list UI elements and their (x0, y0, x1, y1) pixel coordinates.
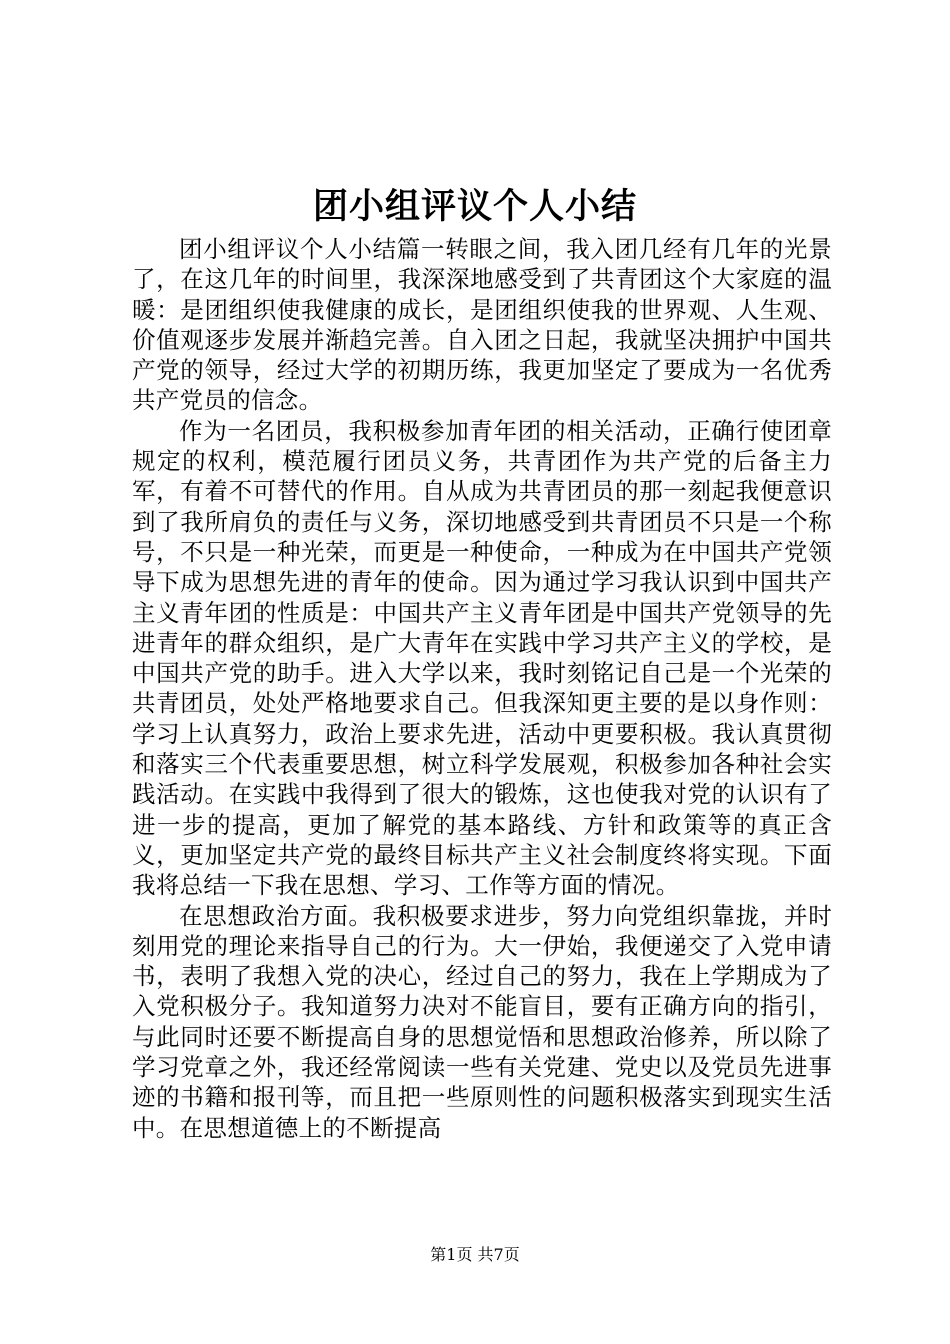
document-body (132, 234, 832, 1143)
paragraph-3: 在思想政治方面。我积极要求进步，努力向党组织靠拢，并时刻用党的理论来指导自己的行为。大一伊始，我便递交了入党申请书，表明了我想入党的决心，经过自己的努力，我在上学期成为了入党积极分子。我知道努力决对不能盲目，要有正确方向的指引，与此同时还要不断提高自身的思想觉悟和思想政治修养，所以除了学习党章之外，我还经常阅读一些有关党建、党史以及党员先进事迹的书籍和报刊等，而且把一些原则性的问题积极落实到现实生活中。在思想道德上的不断提高 (132, 901, 832, 1142)
document-title: 团小组评议个人小结 (312, 186, 637, 227)
paragraph-2: 作为一名团员，我积极参加青年团的相关活动，正确行使团章规定的权利，模范履行团员义务，共青团作为共产党的后备主力军，有着不可替代的作用。自从成为共青团员的那一刻起我便意识到了我所肩负的责任与义务，深切地感受到共青团员不只是一个称号，不只是一种光荣，而更是一种使命，一种成为在中国共产党领导下成为思想先进的青年的使命。因为通过学习我认识到中国共产主义青年团的性质是：中国共产主义青年团是中国共产党领导的先进青年的群众组织，是广大青年在实践中学习共产主义的学校，是中国共产党的助手。进入大学以来，我时刻铭记自己是一个光荣的共青团员，处处严格地要求自己。但我深知更主要的是以身作则：学习上认真努力，政治上要求先进，活动中更要积极。我认真贯彻和落实三个代表重要思想，树立科学发展观，积极参加各种社会实践活动。在实践中我得到了很大的锻炼，这也使我对党的认识有了进一步的提高，更加了解党的基本路线、方针和政策等的真正含义，更加坚定共产党的最终目标共产主义社会制度终将实现。下面我将总结一下我在思想、学习、工作等方面的情况。 (132, 416, 832, 900)
page-number-footer: 第1页 共7页 (430, 1245, 520, 1264)
paragraph-1: 团小组评议个人小结篇一转眼之间，我入团几经有几年的光景了，在这几年的时间里，我深深地感受到了共青团这个大家庭的温暖：是团组织使我健康的成长，是团组织使我的世界观、人生观、价值观逐步发展并渐趋完善。自入团之日起，我就坚决拥护中国共产党的领导，经过大学的初期历练，我更加坚定了要成为一名优秀共产党员的信念。 (132, 235, 832, 415)
